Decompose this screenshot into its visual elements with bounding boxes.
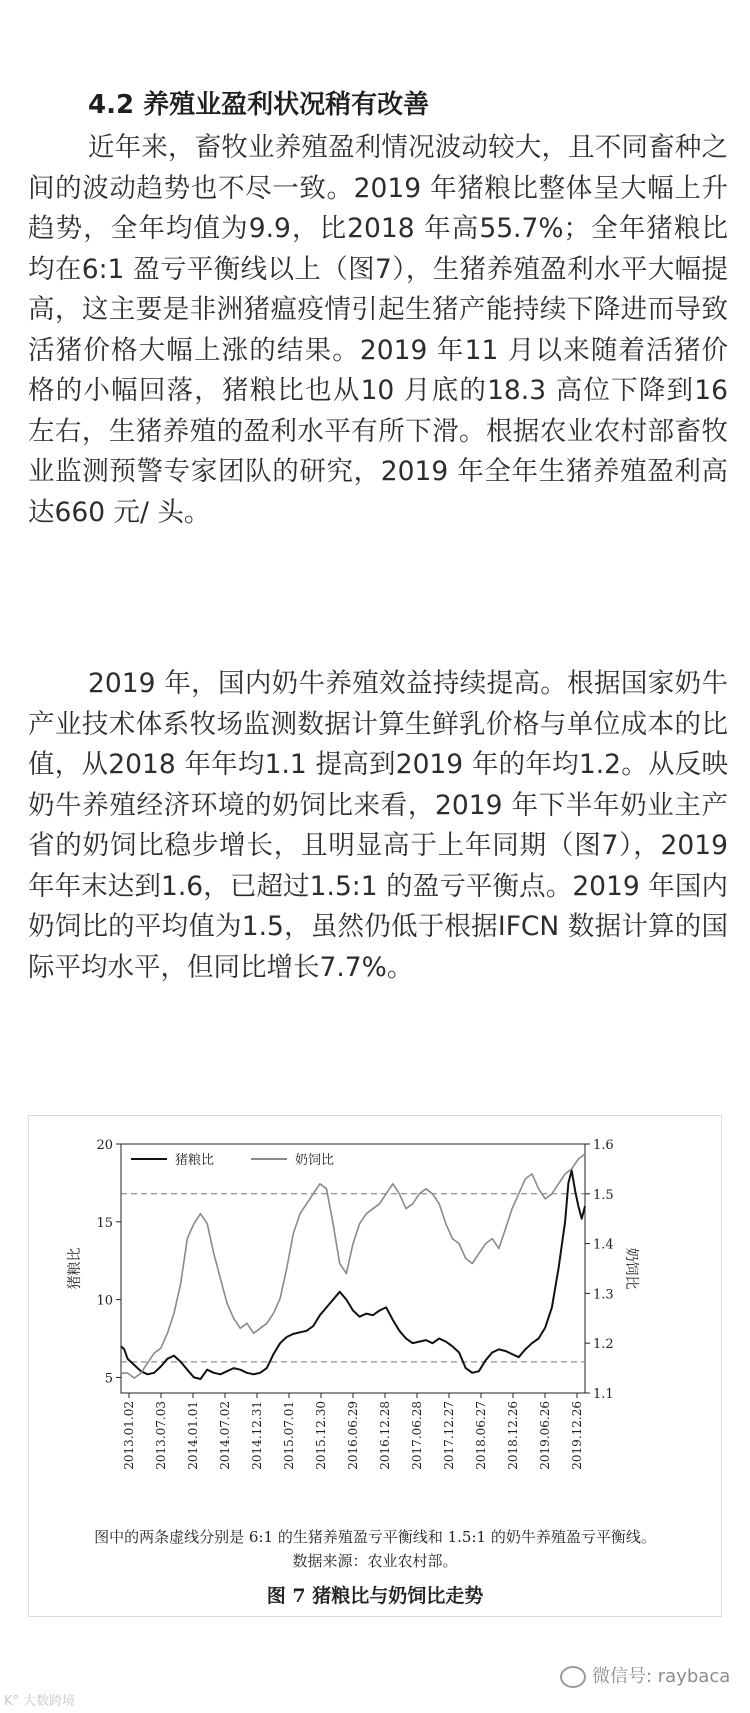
legend-label: 猪粮比 [175, 1153, 215, 1168]
figure-note: 图中的两条虚线分别是 6:1 的生猪养殖盈亏平衡线和 1.5:1 的奶牛养殖盈亏平衡线。 [94, 1528, 656, 1546]
x-tick-label: 2018.06.27 [474, 1401, 488, 1470]
x-tick-label: 2018.12.26 [506, 1401, 520, 1470]
y-right-tick-label: 1.3 [593, 1287, 614, 1303]
x-tick-label: 2016.06.29 [346, 1401, 360, 1470]
reference-lines [121, 1194, 585, 1362]
x-tick-label: 2019.06.26 [538, 1401, 552, 1470]
x-tick-label: 2013.01.02 [122, 1401, 136, 1470]
y-right-tick-label: 1.6 [593, 1138, 614, 1153]
wechat-icon [560, 1666, 586, 1688]
section-heading: 4.2 养殖业盈利状况稍有改善 [88, 90, 430, 120]
y-axis-right-label: 奶饲比 [623, 1247, 639, 1290]
legend-label: 奶饲比 [295, 1153, 335, 1168]
x-tick-label: 2019.12.26 [570, 1401, 584, 1470]
paragraph-pig-grain: 近年来，畜牧业养殖盈利情况波动较大，且不同畜种之间的波动趋势也不尽一致。2019 年猪粮比整体呈大幅上升趋势，全年均值为9.9，比2018 年高55.7%；全年猪粮比均在6:1 盈亏平衡线以上（图7），生猪养殖盈利水平大幅提高，这主要是非洲猪瘟疫情引起生猪产能持续下降进而导致活猪价格大幅上涨的结果。2019 年11 月以来随着活猪价格的小幅回落，猪粮比也从10 月底的18.3 高位下降到16 左右，生猪养殖的盈利水平有所下滑。根据农业农村部畜牧业监测预警专家团队的研究，2019 年全年生猪养殖盈利高达660 元/ 头。 [28, 132, 728, 528]
y-right-tick-label: 1.2 [593, 1337, 614, 1353]
y-right-tick-label: 1.5 [593, 1187, 614, 1203]
figure-7 [28, 1115, 722, 1617]
y-right-tick-label: 1.1 [593, 1387, 614, 1402]
x-tick-label: 2013.07.03 [154, 1401, 168, 1470]
x-tick-label: 2014.12.31 [250, 1401, 264, 1470]
y-right-tick-label: 1.4 [593, 1237, 614, 1253]
wechat-watermark [560, 1662, 730, 1688]
y-axis-left-label: 猪粮比 [67, 1247, 83, 1290]
x-tick-label: 2015.12.30 [314, 1401, 328, 1470]
data-source: 数据来源：农业农村部。 [292, 1552, 458, 1570]
series-lines [121, 1154, 585, 1379]
x-tick-label: 2014.01.01 [186, 1401, 200, 1470]
wechat-id: 微信号: raybaca [592, 1666, 731, 1687]
x-tick-label: 2015.07.01 [282, 1401, 296, 1470]
figure-caption: 图 7 猪粮比与奶饲比走势 [266, 1585, 484, 1607]
dual-axis-line-chart [29, 1116, 721, 1521]
y-left-tick-label: 20 [96, 1138, 113, 1153]
x-tick-label: 2017.06.28 [410, 1401, 424, 1470]
x-tick-label: 2014.07.02 [218, 1401, 232, 1470]
watermark-logo: K° 大数跨境 [4, 1694, 76, 1709]
y-left-tick-label: 15 [96, 1215, 113, 1231]
y-left-tick-label: 10 [96, 1293, 113, 1309]
paragraph-milk-feed: 2019 年，国内奶牛养殖效益持续提高。根据国家奶牛产业技术体系牧场监测数据计算生鲜乳价格与单位成本的比值，从2018 年年均1.1 提高到2019 年的年均1.2。从反映奶牛养殖经济环境的奶饲比来看，2019 年下半年奶业主产省的奶饲比稳步增长，且明显高于上年同期（图7），2019 年年末达到1.6，已超过1.5:1 的盈亏平衡点。2019 年国内奶饲比的平均值为1.5，虽然仍低于根据IFCN 数据计算的国际平均水平，但同比增长7.7%。 [28, 668, 728, 983]
x-tick-label: 2017.12.27 [442, 1401, 456, 1470]
y-left-tick-label: 5 [104, 1371, 113, 1387]
x-tick-label: 2016.12.28 [378, 1401, 392, 1470]
series-line-milk-feed [121, 1154, 585, 1378]
chart-legend [131, 1152, 334, 1168]
